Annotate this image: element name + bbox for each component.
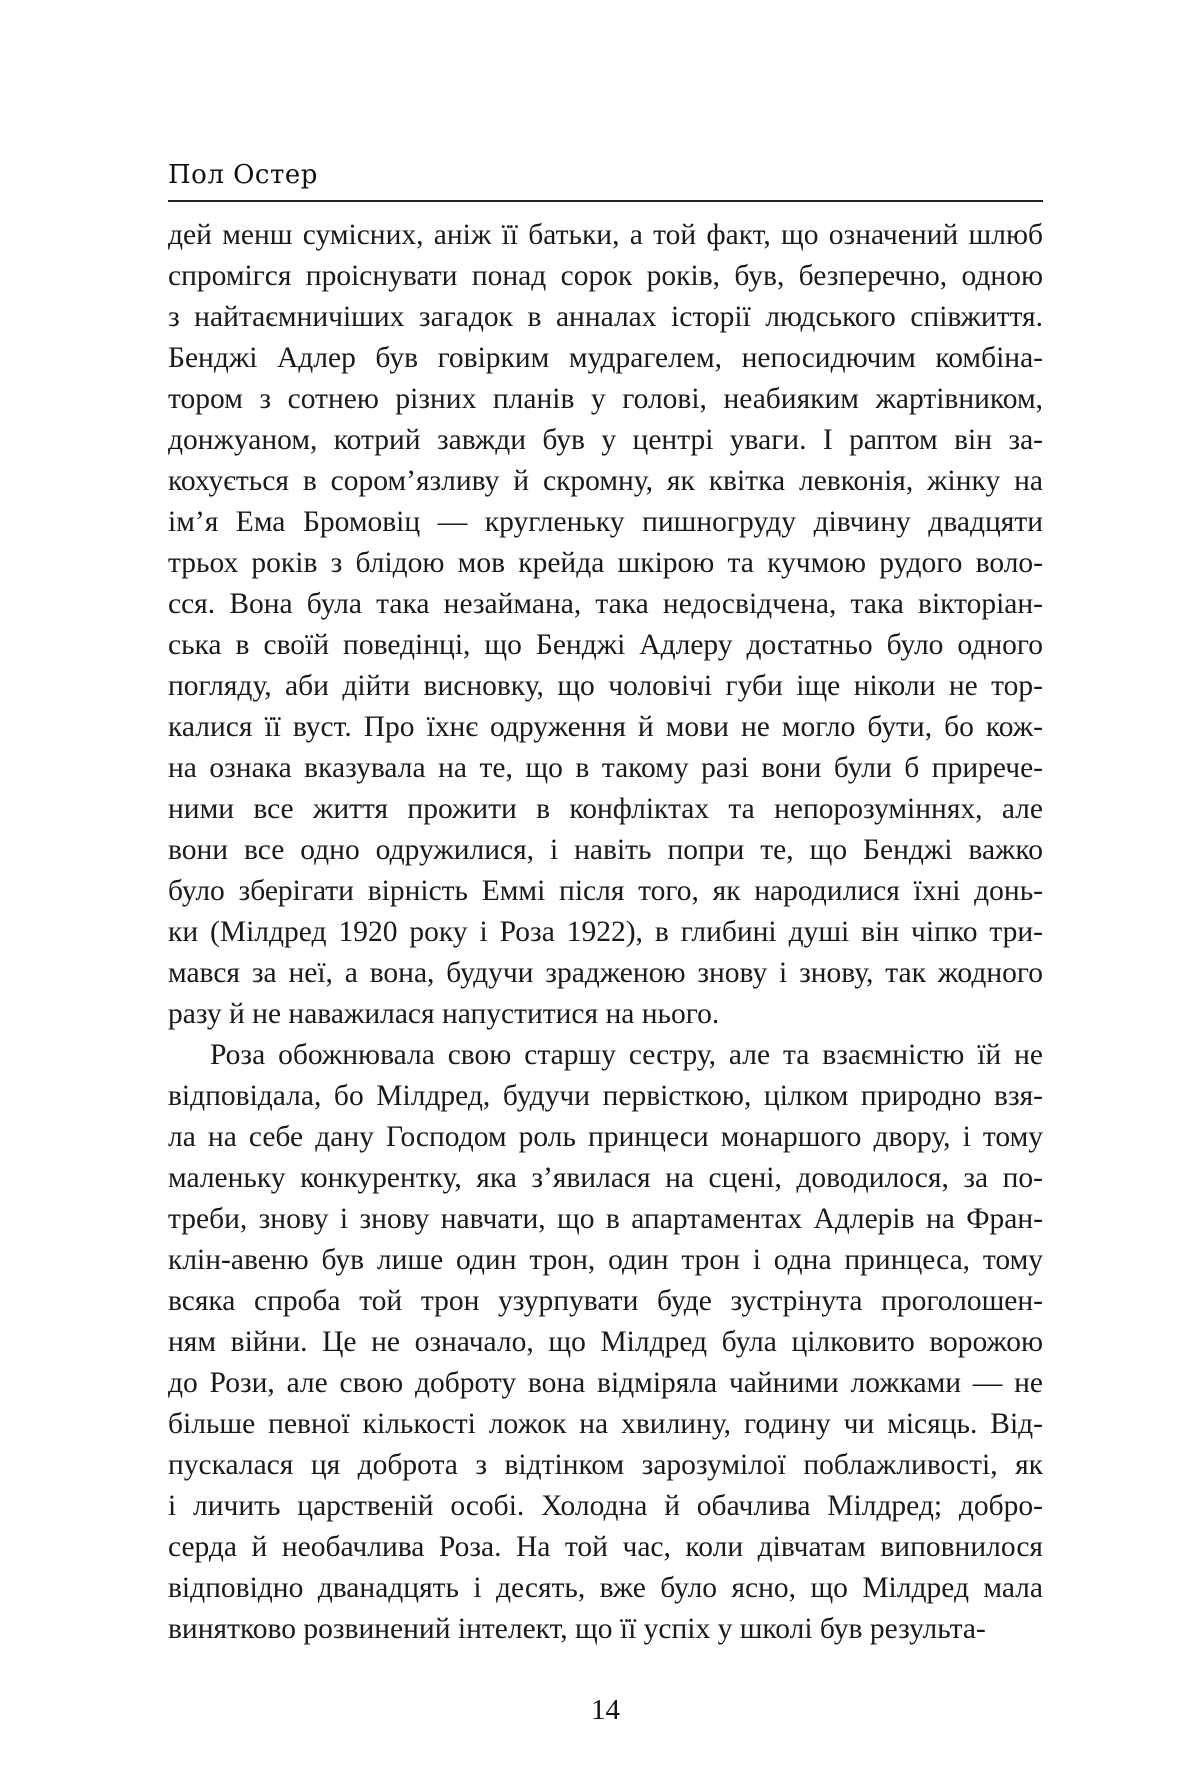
text-line: ім’я Ема Бромовіц — кругленьку пишногруду дівчину двадцяти [168, 506, 1043, 538]
text-line: ла на себе дану Господом роль принцеси монаршого двору, і тому [168, 1121, 1043, 1153]
text-line: маленьку конкурентку, яка з’явилася на сцені, доводилося, за по- [168, 1162, 1043, 1194]
text-line: пускалася ця доброта з відтінком зарозумілої поблажливості, як [168, 1449, 1043, 1481]
text-line: більше певної кількості ложок на хвилину, годину чи місяць. Від- [168, 1408, 1043, 1440]
text-line: разу й не наважилася напуститися на нього. [168, 998, 720, 1030]
book-page [168, 150, 1043, 1726]
body-text [168, 215, 1043, 1650]
paragraph [168, 215, 1043, 1035]
text-line: всяка спроба той трон узурпувати буде зустрінута проголошен- [168, 1285, 1043, 1317]
text-line: серда й необачлива Роза. На той час, коли дівчатам виповнилося [168, 1531, 1043, 1563]
paragraph [168, 1035, 1043, 1650]
text-line: з найтаємничіших загадок в анналах історії людського співжиття. [168, 301, 1043, 333]
text-line: треби, знову і знову навчати, що в апартаментах Адлерів на Фран- [168, 1203, 1043, 1235]
text-line: і личить царственій особі. Холодна й обачлива Мілдред; добро- [168, 1490, 1043, 1522]
text-line: Роза обожнювала свою старшу сестру, але та взаємністю їй не [210, 1039, 1043, 1071]
text-line: погляду, аби дійти висновку, що чоловічі губи іще ніколи не тор- [168, 670, 1043, 702]
text-line: було зберігати вірність Еммі після того, як народилися їхні донь- [168, 875, 1043, 907]
text-line: Бенджі Адлер був говірким мудрагелем, непосидючим комбіна- [168, 342, 1043, 374]
page-number: 14 [591, 1694, 620, 1726]
text-line: дей менш сумісних, аніж її батьки, а той факт, що означений шлюб [168, 219, 1043, 251]
text-line: відповідала, бо Мілдред, будучи первісткою, цілком природно взя- [168, 1080, 1043, 1112]
text-line: ням війни. Це не означало, що Мілдред була цілковито ворожою [168, 1326, 1043, 1358]
text-line: ська в своїй поведінці, що Бенджі Адлеру достатньо було одного [168, 629, 1043, 661]
text-line: тором з сотнею різних планів у голові, неабияким жартівником, [168, 383, 1043, 415]
text-line: ки (Мілдред 1920 року і Роза 1922), в глибині душі він чіпко три- [168, 916, 1043, 948]
text-line: сся. Вона була така незаймана, така недосвідчена, така вікторіан- [168, 588, 1043, 620]
text-line: трьох років з блідою мов крейда шкірою та кучмою рудого воло- [168, 547, 1043, 579]
running-head [168, 160, 1043, 200]
text-line: ними все життя прожити в конфліктах та непорозуміннях, але [168, 793, 1043, 825]
text-line: на ознака вказувала на те, що в такому разі вони були б прирече- [168, 752, 1043, 784]
text-line: мався за неї, а вона, будучи зрадженою знову і знову, так жодного [168, 957, 1043, 989]
text-line: вони все одно одружилися, і навіть попри те, що Бенджі важко [168, 834, 1043, 866]
text-line: спромігся проіснувати понад сорок років, був, безперечно, одною [168, 260, 1043, 292]
text-line: донжуаном, котрий завжди був у центрі уваги. І раптом він за- [168, 424, 1043, 456]
text-line: клін-авеню був лише один трон, один трон і одна принцеса, тому [168, 1244, 1043, 1276]
text-line: до Рози, але свою доброту вона відміряла чайними ложками — не [168, 1367, 1043, 1399]
text-line: калися її вуст. Про їхнє одруження й мови не могло бути, бо кож- [168, 711, 1043, 743]
text-line: кохується в сором’язливу й скромну, як квітка левконія, жінку на [168, 465, 1043, 497]
text-line: відповідно дванадцять і десять, вже було ясно, що Мілдред мала [168, 1572, 1043, 1604]
author-name: Пол Остер [168, 160, 318, 190]
text-line: винятково розвинений інтелект, що її успіх у школі був результа- [168, 1613, 986, 1645]
header-rule [168, 200, 1043, 202]
